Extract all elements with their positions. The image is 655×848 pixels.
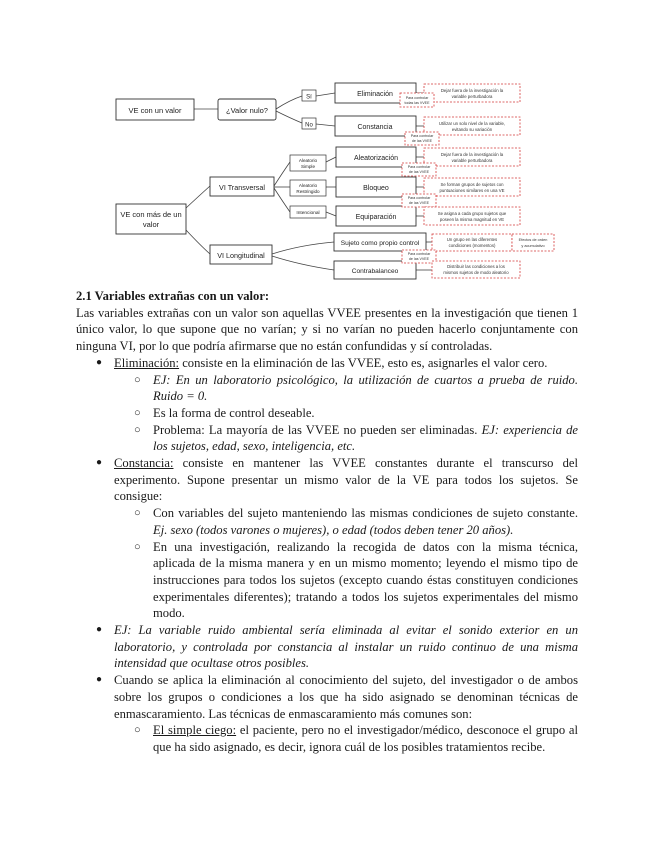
- note-equ-line-1: Se asigna a cada grupo sujetos que: [437, 211, 507, 216]
- list-item-elim-preferred: [76, 405, 578, 422]
- masking-text: Cuando se aplica la eliminación al conocimiento del sujeto, del investigador o de ambos sobre los grupos o condiciones a los que ha sido asignado se denominan técnicas de enmascaramiento. Las técnicas de enmascaramiento más comunes son:: [114, 673, 578, 721]
- yes-label: Sí: [306, 94, 312, 101]
- note-order-effects: [512, 234, 554, 251]
- elimination-term: Eliminación:: [114, 355, 180, 370]
- intencional-label: Intencional: [296, 211, 320, 216]
- note-const-small-2: de las VVEE: [411, 139, 433, 143]
- list-item-masking: [76, 672, 578, 722]
- list-item-const-research: [76, 539, 578, 623]
- note-const-line-1: Utilizar un solo nivel de la variable,: [438, 121, 506, 126]
- bullet-icon: ●: [96, 356, 103, 368]
- note-elim-small-2: todas las VVEE: [404, 101, 430, 105]
- counterbalance-label: Contrabalanceo: [351, 268, 399, 275]
- elim-preferred-text: Es la forma de control deseable.: [153, 405, 315, 420]
- constancy-label: Constancia: [357, 124, 393, 131]
- sub-bullet-icon: ○: [134, 540, 141, 553]
- aleatorio-simple-1: Aleatorio: [298, 158, 318, 163]
- constancy-text: consiste en mantener las VVEE constantes durante el transcurso del experimento. Supone presentar un mismo valor de la VE para todos los sujetos. Se consigue:: [114, 456, 578, 504]
- document-body: [76, 288, 578, 756]
- const-research-text: En una investigación, realizando la recogida de datos con la misma técnica, aplicada de la misma manera y en un mismo momento; leyendo el mismo tipo de instrucciones para todos los sujetos (excepto cuando éstas constituyen condiciones experimentales diferentes); tratando a todos los sujetos experimentales del mismo modo.: [153, 539, 578, 621]
- note-counter-small-1: Para controlar: [407, 252, 431, 256]
- section-title: 2.1 Variables extrañas con un valor:: [76, 289, 270, 303]
- note-rand-line-2: variable perturbadora: [451, 158, 493, 163]
- note-elim-line-2: variable perturbadora: [451, 94, 493, 99]
- note-rand-small-2: de las VVEE: [408, 170, 430, 174]
- note-block-small-1: Para controlar: [407, 196, 431, 200]
- note-block-small-2: de las VVEE: [408, 201, 430, 205]
- noise-example-text: EJ: La variable ruido ambiental sería eliminada al evitar el sonido exterior en un laboratorio, y controlada por constancia al instalar un ruido continuo de una misma intensidad que ocultase otros posibles.: [114, 623, 578, 671]
- sub-bullet-icon: ○: [134, 406, 141, 419]
- note-counter-line-2: mismos sujetos de modo aleatorio: [443, 270, 509, 275]
- list-item-noise-example: [76, 622, 578, 672]
- note-elim-line-1: Dejar fuera de la investigación la: [440, 88, 504, 93]
- single-blind-term: El simple ciego:: [153, 723, 237, 738]
- note-equ-line-2: poseen la misma magnitud en VE: [439, 217, 505, 222]
- note-elimination: [424, 84, 520, 102]
- elim-problem-example: EJ: experiencia de los sujetos, edad, sexo, inteligencia, etc.: [153, 422, 578, 454]
- list-item-single-blind: [76, 722, 578, 755]
- note-own-line-1: Un grupo en las diferentes: [446, 237, 498, 242]
- main-list: [76, 355, 578, 756]
- single-blind-text: el paciente, pero no el investigador/médico, desconoce el grupo al que ha sido asignado, es decir, ignora cuál de los posibles tratamientos recibe.: [153, 723, 578, 754]
- note-counter-line-1: Distribuir las condiciones a los: [447, 264, 505, 269]
- block-label: Bloqueo: [363, 185, 389, 192]
- note-block-line-2: puntuaciones similares en una VE: [439, 188, 505, 193]
- sub-bullet-icon: ○: [134, 507, 141, 520]
- note-own-line-2: condiciones (momentos): [448, 243, 496, 248]
- note-elim-small-1: Para controlar: [405, 96, 429, 100]
- control-techniques-diagram: [0, 0, 655, 288]
- bullet-icon: ●: [96, 674, 103, 686]
- note-block: [424, 178, 520, 196]
- elim-problem-text: Problema: La mayoría de las VVEE no pueden ser eliminadas.: [153, 422, 482, 437]
- note-order-line-1: Efectos de orden: [518, 238, 548, 242]
- own-control-label: Sujeto como propio control: [340, 240, 420, 247]
- elimination-label: Eliminación: [357, 91, 393, 98]
- aleatorio-restr-2: Restringido: [296, 189, 320, 194]
- randomization-label: Aleatorización: [354, 155, 398, 162]
- list-item-constancy: [76, 455, 578, 505]
- note-counter-small-2: de las VVEE: [408, 257, 430, 261]
- sub-bullet-icon: ○: [134, 373, 141, 386]
- const-subject-example: Ej. sexo (todos varones o mujeres), o edad (todos deben tener 20 años).: [153, 522, 514, 537]
- note-const-line-2: evitando su variación: [451, 127, 493, 132]
- ve-one-value-label: VE con un valor: [128, 106, 182, 115]
- section-intro: Las variables extrañas con un valor son aquellas VVEE presentes en la investigación que tienen 1 único valor, lo que supone que no varían; y si no varían no pueden hacerlo conjuntamente con ninguna VI, por lo que podría afirmarse que no están confundidas y sí controladas.: [76, 305, 578, 354]
- const-subject-text: Con variables del sujeto manteniendo las mismas condiciones de sujeto constante.: [153, 506, 578, 521]
- elimination-text: consiste en la eliminación de las VVEE, esto es, asignarles el valor cero.: [179, 355, 548, 370]
- sub-bullet-icon: ○: [134, 423, 141, 436]
- list-item-elim-problem: [76, 422, 578, 455]
- note-const-small-1: Para controlar: [410, 134, 434, 138]
- equating-label: Equiparación: [355, 214, 397, 221]
- constancy-term: Constancia:: [114, 456, 174, 471]
- elim-example-text: EJ: En un laboratorio psicológico, la utilización de cuartos a prueba de ruido. Ruido = 0.: [153, 372, 578, 404]
- aleatorio-simple-2: Simple: [300, 164, 316, 169]
- note-order-line-2: y acumulativo: [521, 244, 545, 248]
- question-label: ¿Valor nulo?: [226, 106, 268, 115]
- note-equating: [424, 207, 520, 225]
- list-item-const-subject: [76, 505, 578, 538]
- note-rand-small-1: Para controlar: [407, 165, 431, 169]
- list-item-elim-example: [76, 372, 578, 405]
- note-randomization: [424, 148, 520, 166]
- note-block-line-1: Se forman grupos de sujetos con: [440, 182, 504, 187]
- bullet-icon: ●: [96, 457, 103, 469]
- list-item-elimination: [76, 355, 578, 372]
- no-label: No: [305, 122, 313, 129]
- bullet-icon: ●: [96, 624, 103, 636]
- ve-many-box: [116, 204, 186, 234]
- aleatorio-restr-1: Aleatorio: [298, 183, 318, 188]
- ve-many-label-1: VE con más de un: [120, 210, 182, 219]
- vi-transversal-label: VI Transversal: [219, 183, 265, 192]
- note-rand-line-1: Dejar fuera de la investigación la: [440, 152, 504, 157]
- sub-bullet-icon: ○: [134, 724, 141, 737]
- ve-many-label-2: valor: [142, 220, 160, 229]
- vi-longitudinal-label: VI Longitudinal: [217, 251, 265, 260]
